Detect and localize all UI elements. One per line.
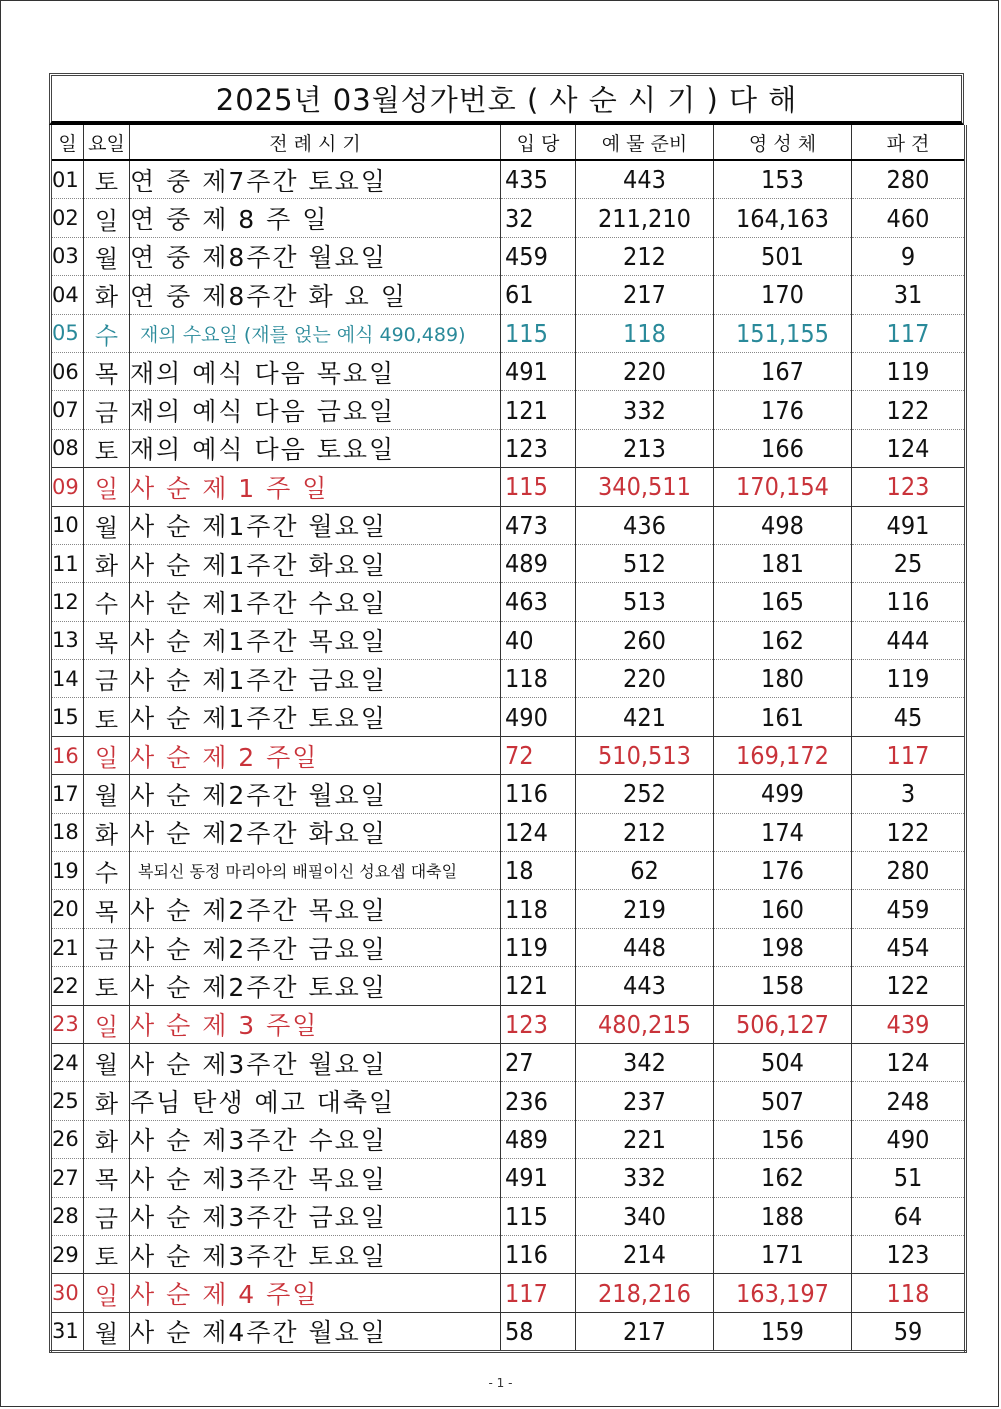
day-cell: 17 (51, 775, 84, 813)
day-cell: 02 (51, 199, 84, 237)
liturgy-cell: 재의 예식 다음 금요일 (130, 391, 501, 429)
dismissal-cell: 122 (852, 813, 966, 851)
table-row (51, 775, 966, 813)
header-day: 일 (51, 125, 84, 160)
liturgy-cell: 사 순 제3주간 월요일 (130, 1043, 501, 1081)
table-row (51, 160, 966, 199)
offertory-cell: 219 (576, 890, 714, 928)
weekday-cell: 일 (84, 1274, 130, 1312)
weekday-cell: 일 (84, 468, 130, 506)
dismissal-cell: 3 (852, 775, 966, 813)
day-cell: 31 (51, 1312, 84, 1351)
liturgy-cell: 사 순 제 4 주일 (130, 1274, 501, 1312)
communion-cell: 170,154 (714, 468, 852, 506)
table-row (51, 276, 966, 314)
day-cell: 13 (51, 621, 84, 659)
entrance-cell: 118 (501, 660, 576, 698)
offertory-cell: 480,215 (576, 1005, 714, 1043)
offertory-cell: 237 (576, 1082, 714, 1120)
day-cell: 10 (51, 506, 84, 544)
offertory-cell: 220 (576, 660, 714, 698)
table-row (51, 698, 966, 736)
entrance-cell: 117 (501, 1274, 576, 1312)
entrance-cell: 27 (501, 1043, 576, 1081)
entrance-cell: 58 (501, 1312, 576, 1351)
table-row (51, 1159, 966, 1197)
communion-cell: 165 (714, 583, 852, 621)
table-row (51, 967, 966, 1005)
offertory-cell: 218,216 (576, 1274, 714, 1312)
liturgy-cell: 재의 예식 다음 목요일 (130, 352, 501, 390)
communion-cell: 188 (714, 1197, 852, 1235)
table-row (51, 1120, 966, 1158)
offertory-cell: 213 (576, 429, 714, 467)
table-row (51, 736, 966, 774)
weekday-cell: 일 (84, 736, 130, 774)
entrance-cell: 40 (501, 621, 576, 659)
communion-cell: 166 (714, 429, 852, 467)
entrance-cell: 116 (501, 775, 576, 813)
table-row (51, 813, 966, 851)
dismissal-cell: 119 (852, 352, 966, 390)
entrance-cell: 115 (501, 314, 576, 352)
communion-cell: 506,127 (714, 1005, 852, 1043)
liturgy-cell: 사 순 제 3 주일 (130, 1005, 501, 1043)
communion-cell: 507 (714, 1082, 852, 1120)
entrance-cell: 121 (501, 967, 576, 1005)
offertory-cell: 513 (576, 583, 714, 621)
dismissal-cell: 51 (852, 1159, 966, 1197)
communion-cell: 164,163 (714, 199, 852, 237)
header-liturgical-season: 전 례 시 기 (130, 125, 501, 160)
table-row (51, 1274, 966, 1312)
weekday-cell: 금 (84, 391, 130, 429)
liturgy-cell: 사 순 제3주간 금요일 (130, 1197, 501, 1235)
weekday-cell: 금 (84, 928, 130, 966)
offertory-cell: 212 (576, 237, 714, 275)
communion-cell: 180 (714, 660, 852, 698)
header-communion: 영 성 체 (714, 125, 852, 160)
day-cell: 04 (51, 276, 84, 314)
table-row (51, 583, 966, 621)
entrance-cell: 489 (501, 544, 576, 582)
weekday-cell: 화 (84, 1120, 130, 1158)
weekday-cell: 목 (84, 1159, 130, 1197)
weekday-cell: 수 (84, 852, 130, 890)
weekday-cell: 월 (84, 1043, 130, 1081)
liturgy-cell: 사 순 제2주간 토요일 (130, 967, 501, 1005)
table-row (51, 1082, 966, 1120)
weekday-cell: 월 (84, 506, 130, 544)
weekday-cell: 화 (84, 1082, 130, 1120)
table-row (51, 314, 966, 352)
entrance-cell: 32 (501, 199, 576, 237)
entrance-cell: 490 (501, 698, 576, 736)
entrance-cell: 118 (501, 890, 576, 928)
header-weekday: 요일 (84, 125, 130, 160)
day-cell: 12 (51, 583, 84, 621)
offertory-cell: 332 (576, 391, 714, 429)
table-row (51, 352, 966, 390)
dismissal-cell: 45 (852, 698, 966, 736)
weekday-cell: 일 (84, 1005, 130, 1043)
dismissal-cell: 118 (852, 1274, 966, 1312)
day-cell: 16 (51, 736, 84, 774)
offertory-cell: 448 (576, 928, 714, 966)
weekday-cell: 목 (84, 621, 130, 659)
communion-cell: 504 (714, 1043, 852, 1081)
day-cell: 24 (51, 1043, 84, 1081)
entrance-cell: 124 (501, 813, 576, 851)
weekday-cell: 월 (84, 1312, 130, 1351)
entrance-cell: 463 (501, 583, 576, 621)
day-cell: 01 (51, 160, 84, 199)
dismissal-cell: 124 (852, 429, 966, 467)
day-cell: 23 (51, 1005, 84, 1043)
dismissal-cell: 117 (852, 314, 966, 352)
hymn-schedule-sheet (49, 73, 964, 1353)
communion-cell: 167 (714, 352, 852, 390)
entrance-cell: 491 (501, 1159, 576, 1197)
table-row (51, 468, 966, 506)
offertory-cell: 436 (576, 506, 714, 544)
dismissal-cell: 460 (852, 199, 966, 237)
communion-cell: 174 (714, 813, 852, 851)
entrance-cell: 435 (501, 160, 576, 199)
communion-cell: 198 (714, 928, 852, 966)
entrance-cell: 473 (501, 506, 576, 544)
table-row (51, 1005, 966, 1043)
day-cell: 14 (51, 660, 84, 698)
weekday-cell: 화 (84, 813, 130, 851)
liturgy-cell: 사 순 제1주간 화요일 (130, 544, 501, 582)
table-row (51, 621, 966, 659)
weekday-cell: 목 (84, 352, 130, 390)
document-title-text: 2025년 03월성가번호 ( 사 순 시 기 ) 다 해 (215, 83, 798, 117)
offertory-cell: 217 (576, 1312, 714, 1351)
table-row (51, 1043, 966, 1081)
dismissal-cell: 280 (852, 160, 966, 199)
entrance-cell: 72 (501, 736, 576, 774)
weekday-cell: 금 (84, 1197, 130, 1235)
liturgy-cell: 연 중 제8주간 월요일 (130, 237, 501, 275)
table-row (51, 1312, 966, 1351)
day-cell: 30 (51, 1274, 84, 1312)
communion-cell: 162 (714, 621, 852, 659)
liturgy-cell: 사 순 제2주간 화요일 (130, 813, 501, 851)
communion-cell: 156 (714, 1120, 852, 1158)
communion-cell: 163,197 (714, 1274, 852, 1312)
dismissal-cell: 280 (852, 852, 966, 890)
offertory-cell: 221 (576, 1120, 714, 1158)
weekday-cell: 목 (84, 890, 130, 928)
weekday-cell: 월 (84, 775, 130, 813)
dismissal-cell: 124 (852, 1043, 966, 1081)
day-cell: 15 (51, 698, 84, 736)
dismissal-cell: 490 (852, 1120, 966, 1158)
liturgy-cell: 사 순 제2주간 금요일 (130, 928, 501, 966)
communion-cell: 169,172 (714, 736, 852, 774)
page-number: - 1 - (488, 1376, 513, 1390)
table-row (51, 1235, 966, 1273)
offertory-cell: 332 (576, 1159, 714, 1197)
day-cell: 25 (51, 1082, 84, 1120)
offertory-cell: 443 (576, 967, 714, 1005)
day-cell: 19 (51, 852, 84, 890)
communion-cell: 176 (714, 391, 852, 429)
dismissal-cell: 454 (852, 928, 966, 966)
weekday-cell: 월 (84, 237, 130, 275)
entrance-cell: 115 (501, 468, 576, 506)
dismissal-cell: 9 (852, 237, 966, 275)
entrance-cell: 236 (501, 1082, 576, 1120)
offertory-cell: 443 (576, 160, 714, 199)
entrance-cell: 116 (501, 1235, 576, 1273)
offertory-cell: 510,513 (576, 736, 714, 774)
entrance-cell: 123 (501, 1005, 576, 1043)
liturgy-cell: 사 순 제3주간 목요일 (130, 1159, 501, 1197)
offertory-cell: 211,210 (576, 199, 714, 237)
weekday-cell: 토 (84, 698, 130, 736)
header-entrance: 입 당 (501, 125, 576, 160)
day-cell: 08 (51, 429, 84, 467)
table-row (51, 890, 966, 928)
weekday-cell: 화 (84, 276, 130, 314)
communion-cell: 499 (714, 775, 852, 813)
offertory-cell: 340 (576, 1197, 714, 1235)
liturgy-cell: 사 순 제2주간 목요일 (130, 890, 501, 928)
liturgy-cell: 사 순 제1주간 수요일 (130, 583, 501, 621)
liturgy-cell: 주님 탄생 예고 대축일 (130, 1082, 501, 1120)
entrance-cell: 491 (501, 352, 576, 390)
day-cell: 29 (51, 1235, 84, 1273)
day-cell: 26 (51, 1120, 84, 1158)
dismissal-cell: 59 (852, 1312, 966, 1351)
liturgy-cell: 사 순 제1주간 월요일 (130, 506, 501, 544)
liturgy-cell: 연 중 제8주간 화 요 일 (130, 276, 501, 314)
entrance-cell: 61 (501, 276, 576, 314)
offertory-cell: 340,511 (576, 468, 714, 506)
weekday-cell: 화 (84, 544, 130, 582)
dismissal-cell: 444 (852, 621, 966, 659)
liturgy-cell: 사 순 제 1 주 일 (130, 468, 501, 506)
weekday-cell: 수 (84, 314, 130, 352)
table-row (51, 660, 966, 698)
dismissal-cell: 64 (852, 1197, 966, 1235)
communion-cell: 153 (714, 160, 852, 199)
offertory-cell: 62 (576, 852, 714, 890)
entrance-cell: 115 (501, 1197, 576, 1235)
communion-cell: 501 (714, 237, 852, 275)
day-cell: 28 (51, 1197, 84, 1235)
offertory-cell: 260 (576, 621, 714, 659)
offertory-cell: 342 (576, 1043, 714, 1081)
dismissal-cell: 119 (852, 660, 966, 698)
communion-cell: 162 (714, 1159, 852, 1197)
table-header-row (51, 125, 966, 160)
communion-cell: 151,155 (714, 314, 852, 352)
dismissal-cell: 31 (852, 276, 966, 314)
communion-cell: 181 (714, 544, 852, 582)
weekday-cell: 토 (84, 1235, 130, 1273)
dismissal-cell: 122 (852, 391, 966, 429)
table-row (51, 199, 966, 237)
offertory-cell: 421 (576, 698, 714, 736)
dismissal-cell: 123 (852, 1235, 966, 1273)
liturgy-cell: 사 순 제1주간 토요일 (130, 698, 501, 736)
table-row (51, 506, 966, 544)
offertory-cell: 118 (576, 314, 714, 352)
offertory-cell: 214 (576, 1235, 714, 1273)
day-cell: 07 (51, 391, 84, 429)
weekday-cell: 토 (84, 429, 130, 467)
liturgy-cell: 재의 예식 다음 토요일 (130, 429, 501, 467)
weekday-cell: 금 (84, 660, 130, 698)
table-row (51, 928, 966, 966)
table-row (51, 1197, 966, 1235)
day-cell: 27 (51, 1159, 84, 1197)
liturgy-cell: 재의 수요일 (재를 얹는 예식 490,489) (130, 314, 501, 352)
day-cell: 09 (51, 468, 84, 506)
entrance-cell: 121 (501, 391, 576, 429)
day-cell: 21 (51, 928, 84, 966)
table-row (51, 852, 966, 890)
dismissal-cell: 116 (852, 583, 966, 621)
day-cell: 06 (51, 352, 84, 390)
day-cell: 11 (51, 544, 84, 582)
dismissal-cell: 459 (852, 890, 966, 928)
offertory-cell: 212 (576, 813, 714, 851)
liturgy-cell: 연 중 제 8 주 일 (130, 199, 501, 237)
liturgy-cell: 사 순 제1주간 금요일 (130, 660, 501, 698)
dismissal-cell: 248 (852, 1082, 966, 1120)
entrance-cell: 123 (501, 429, 576, 467)
liturgy-cell: 사 순 제2주간 월요일 (130, 775, 501, 813)
communion-cell: 160 (714, 890, 852, 928)
liturgy-cell: 사 순 제4주간 월요일 (130, 1312, 501, 1351)
header-dismissal: 파 견 (852, 125, 966, 160)
communion-cell: 498 (714, 506, 852, 544)
dismissal-cell: 491 (852, 506, 966, 544)
weekday-cell: 토 (84, 967, 130, 1005)
day-cell: 20 (51, 890, 84, 928)
table-row (51, 391, 966, 429)
dismissal-cell: 439 (852, 1005, 966, 1043)
table-row (51, 237, 966, 275)
liturgy-cell: 복되신 동정 마리아의 배필이신 성요셉 대축일 (130, 852, 501, 890)
offertory-cell: 220 (576, 352, 714, 390)
liturgy-cell: 연 중 제7주간 토요일 (130, 160, 501, 199)
day-cell: 05 (51, 314, 84, 352)
liturgy-cell: 사 순 제1주간 목요일 (130, 621, 501, 659)
dismissal-cell: 25 (852, 544, 966, 582)
weekday-cell: 일 (84, 199, 130, 237)
liturgy-cell: 사 순 제3주간 수요일 (130, 1120, 501, 1158)
day-cell: 03 (51, 237, 84, 275)
document-title (49, 73, 964, 125)
day-cell: 18 (51, 813, 84, 851)
liturgy-cell: 사 순 제 2 주일 (130, 736, 501, 774)
entrance-cell: 459 (501, 237, 576, 275)
communion-cell: 171 (714, 1235, 852, 1273)
hymn-table (49, 125, 967, 1353)
communion-cell: 170 (714, 276, 852, 314)
offertory-cell: 252 (576, 775, 714, 813)
dismissal-cell: 117 (852, 736, 966, 774)
offertory-cell: 512 (576, 544, 714, 582)
weekday-cell: 수 (84, 583, 130, 621)
dismissal-cell: 123 (852, 468, 966, 506)
table-row (51, 544, 966, 582)
liturgy-cell: 사 순 제3주간 토요일 (130, 1235, 501, 1273)
communion-cell: 158 (714, 967, 852, 1005)
communion-cell: 161 (714, 698, 852, 736)
communion-cell: 159 (714, 1312, 852, 1351)
offertory-cell: 217 (576, 276, 714, 314)
entrance-cell: 119 (501, 928, 576, 966)
entrance-cell: 18 (501, 852, 576, 890)
entrance-cell: 489 (501, 1120, 576, 1158)
day-cell: 22 (51, 967, 84, 1005)
communion-cell: 176 (714, 852, 852, 890)
dismissal-cell: 122 (852, 967, 966, 1005)
weekday-cell: 토 (84, 160, 130, 199)
table-row (51, 429, 966, 467)
header-offertory: 예 물 준비 (576, 125, 714, 160)
